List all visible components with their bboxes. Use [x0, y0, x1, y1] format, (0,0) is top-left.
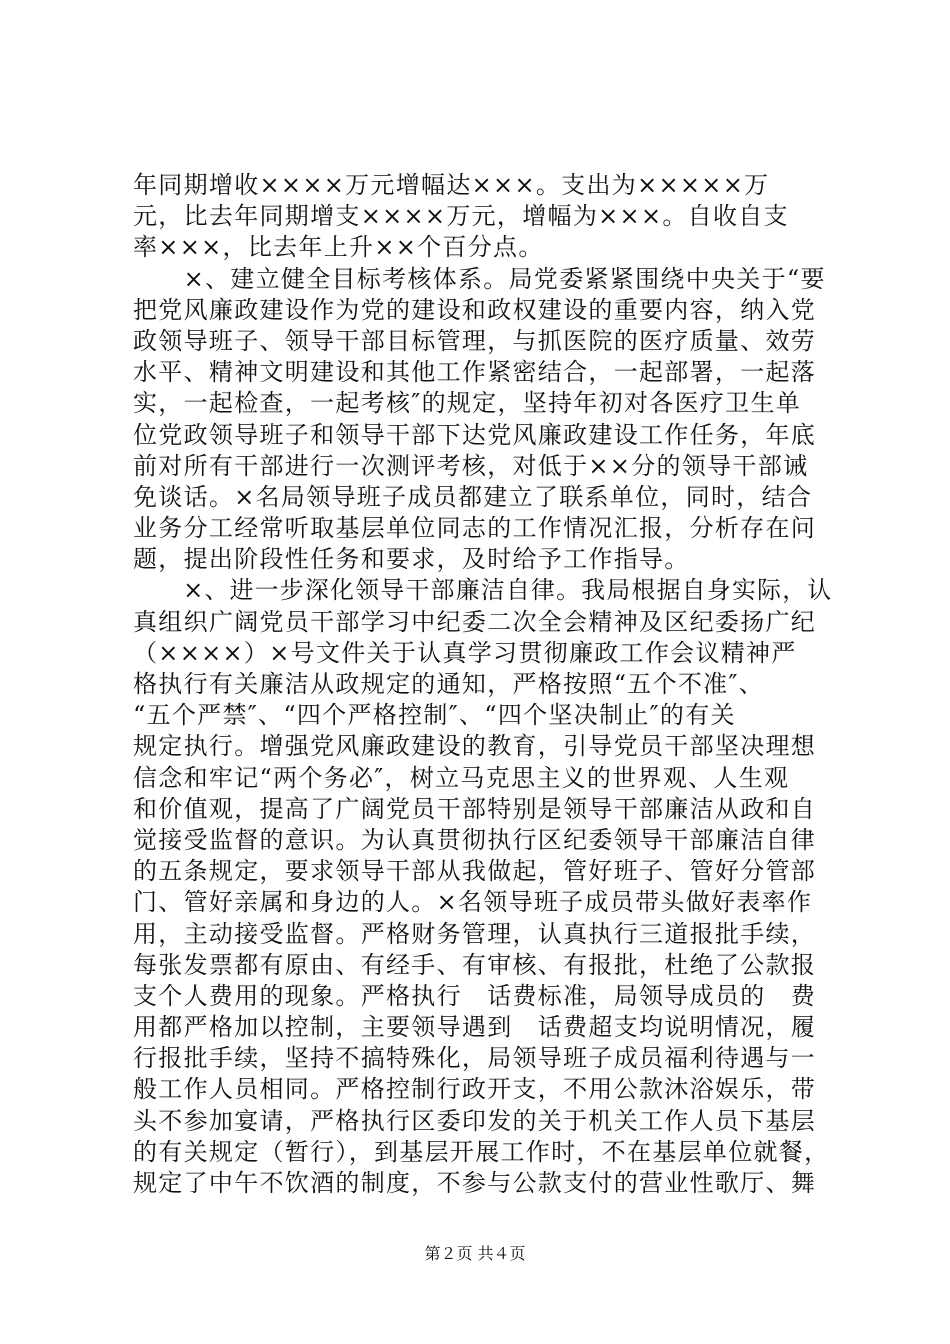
text-line: 头不参加宴请，严格执行区委印发的关于机关工作人员下基层	[133, 1106, 817, 1135]
text-line: 题，提出阶段性任务和要求，及时给予工作指导。	[133, 545, 690, 574]
text-line: （××××）×号文件关于认真学习贯彻廉政工作会议精神严	[133, 638, 797, 667]
text-line: 免谈话。×名局领导班子成员都建立了联系单位，同时，结合	[133, 482, 813, 511]
text-line: “五个严禁″、“四个严格控制″、“四个坚决制止″的有关	[133, 701, 736, 730]
text-line: 真组织广阔党员干部学习中纪委二次全会精神及区纪委扬广纪	[133, 607, 817, 636]
text-line: 率×××，比去年上升××个百分点。	[133, 233, 544, 262]
document-body	[133, 170, 833, 1199]
text-line: 前对所有干部进行一次测评考核，对低于××分的领导干部诫	[133, 451, 809, 480]
text-line: 信念和牢记“两个务必″，树立马克思主义的世界观、人生观	[133, 763, 790, 792]
text-line: 水平、精神文明建设和其他工作紧密结合，一起部署，一起落	[133, 358, 817, 387]
text-line: 规定了中午不饮酒的制度，不参与公款支付的营业性歌厅、舞	[133, 1169, 817, 1197]
text-line: 规定执行。增强党风廉政建设的教育，引导党员干部坚决理想	[133, 732, 817, 761]
text-line: 位党政领导班子和领导干部下达党风廉政建设工作任务，年底	[133, 420, 817, 449]
text-line: 年同期增收××××万元增幅达×××。支出为×××××万	[133, 171, 770, 199]
text-line: 用，主动接受监督。严格财务管理，认真执行三道报批手续，	[133, 919, 817, 948]
text-line: 和价值观，提高了广阔党员干部特别是领导干部廉洁从政和自	[133, 794, 817, 823]
text-line: ×、建立健全目标考核体系。局党委紧紧围绕中央关于“要	[133, 264, 826, 293]
text-line: 门、管好亲属和身边的人。×名领导班子成员带头做好表率作	[133, 888, 813, 917]
text-line: 行报批手续，坚持不搞特殊化，局领导班子成员福利待遇与一	[133, 1044, 817, 1073]
text-line: 业务分工经常听取基层单位同志的工作情况汇报，分析存在问	[133, 514, 817, 543]
text-line: 政领导班子、领导干部目标管理，与抓医院的医疗质量、效劳	[133, 326, 817, 355]
text-line: 般工作人员相同。严格控制行政开支，不用公款沐浴娱乐，带	[133, 1075, 817, 1104]
text-line: 用都严格加以控制，主要领导遇到 话费超支均说明情况，履	[133, 1013, 817, 1042]
text-line: 格执行有关廉洁从政规定的通知，严格按照“五个不准″、	[133, 670, 765, 698]
text-line: 支个人费用的现象。严格执行 话费标准，局领导成员的 费	[133, 981, 817, 1010]
text-line: ×、进一步深化领导干部廉洁自律。我局根据自身实际，认	[133, 576, 833, 605]
text-line: 的有关规定（暂行），到基层开展工作时，不在基层单位就餐，	[133, 1137, 830, 1166]
text-line: 每张发票都有原由、有经手、有审核、有报批，杜绝了公款报	[133, 950, 817, 979]
text-line: 把党风廉政建设作为党的建设和政权建设的重要内容，纳入党	[133, 295, 817, 324]
text-line: 实，一起检查，一起考核″的规定，坚持年初对各医疗卫生单	[133, 389, 802, 418]
page-footer: 第２页 共４页	[424, 1244, 526, 1263]
text-line: 元，比去年同期增支××××万元，增幅为×××。自收自支	[133, 202, 789, 231]
text-line: 的五条规定，要求领导干部从我做起，管好班子、管好分管部	[133, 857, 817, 886]
text-line: 觉接受监督的意识。为认真贯彻执行区纪委领导干部廉洁自律	[133, 825, 817, 854]
